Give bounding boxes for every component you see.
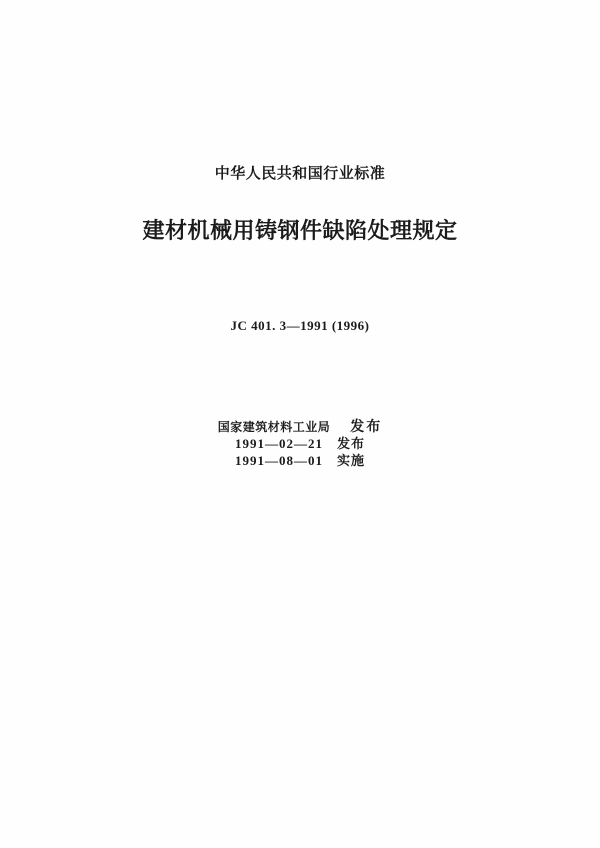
publish-date-row xyxy=(0,437,600,450)
standard-code: JC 401. 3—1991 (1996) xyxy=(230,318,370,333)
issuer-action-label: 发布 xyxy=(350,418,383,434)
standard-category-heading: 中华人民共和国行业标准 xyxy=(214,165,386,182)
publish-date-label: 发布 xyxy=(336,436,365,451)
publish-date: 1991—02—21 xyxy=(234,436,323,451)
implementation-date-label: 实施 xyxy=(336,453,365,468)
standard-title: 建材机械用铸钢件缺陷处理规定 xyxy=(142,218,458,243)
issuer-row xyxy=(0,419,600,433)
implementation-date: 1991—08—01 xyxy=(234,453,323,468)
implementation-date-row xyxy=(0,454,600,467)
issuer-name: 国家建筑材料工业局 xyxy=(217,420,331,434)
